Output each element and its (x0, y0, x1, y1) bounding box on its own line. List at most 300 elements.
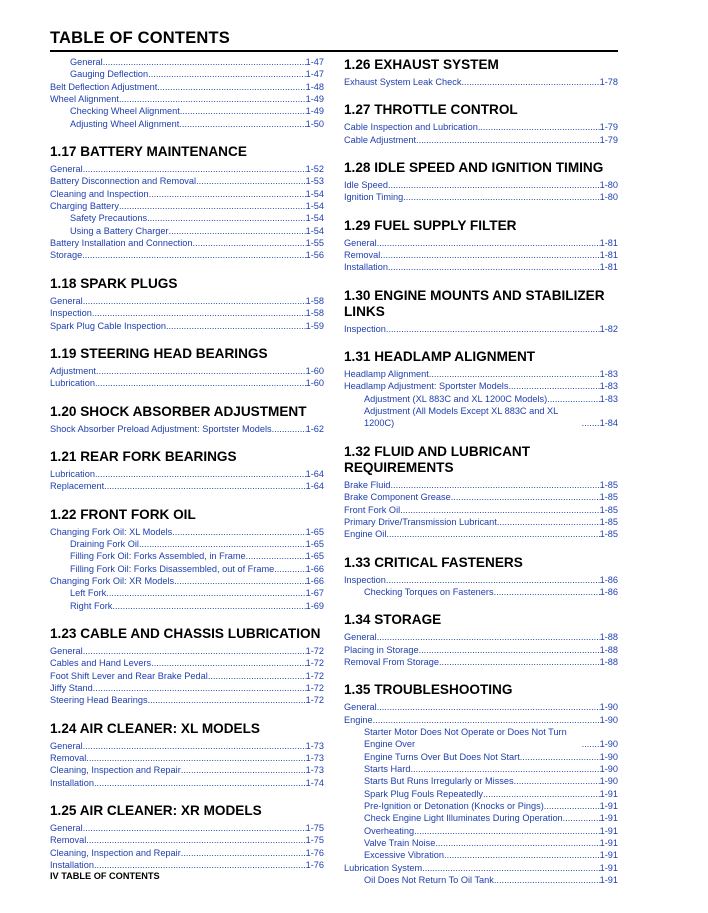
toc-entry-adjusting-wheel-alignment[interactable] (50, 118, 324, 130)
toc-section (50, 507, 324, 612)
toc-entry-engine-oil[interactable] (344, 528, 618, 540)
toc-entry-page: 1-50 (305, 118, 324, 129)
toc-entry-label: General (70, 57, 103, 67)
toc-entry-spark-plug-cable-inspection[interactable] (50, 320, 324, 332)
toc-entry-label: General (50, 295, 83, 306)
toc-entry-cable-adjustment[interactable] (344, 134, 618, 146)
toc-entry-page: 1-55 (305, 238, 324, 249)
toc-entry-label: Removal (344, 250, 381, 261)
dot-leader (429, 368, 600, 380)
dot-leader (416, 134, 600, 146)
toc-entry-page: 1-72 (305, 683, 324, 693)
toc-entry-label: Filling Fork Oil: Forks Disassembled, out of Frame (70, 563, 275, 574)
toc-entry-page: 1-91 (599, 850, 618, 861)
dot-leader (208, 670, 306, 682)
toc-entry-general[interactable] (50, 740, 324, 752)
toc-entry-installation[interactable] (50, 777, 324, 789)
toc-entry-engine[interactable] (344, 714, 618, 726)
toc-entry-page: 1-60 (305, 365, 324, 376)
dot-leader (95, 377, 306, 389)
dot-leader (106, 587, 305, 599)
toc-entry-starts-hard[interactable] (344, 763, 618, 775)
toc-entry-adjustment[interactable] (50, 365, 324, 377)
toc-entry-replacement[interactable] (50, 480, 324, 492)
toc-entry-page: 1-83 (599, 369, 618, 380)
toc-entry-page: 1-81 (599, 250, 618, 261)
toc-entry-headlamp-adjustment-sportster-models[interactable] (344, 380, 618, 392)
toc-section (344, 682, 618, 886)
dot-leader (272, 423, 306, 435)
toc-entry-page: 1-53 (305, 176, 324, 187)
toc-entry-filling-fork-oil-forks-disassembled-out-of-frame[interactable] (50, 563, 324, 575)
dot-leader (274, 563, 305, 575)
toc-entry-page: 1-90 (599, 702, 618, 713)
toc-entry-label: Removal From Storage (344, 656, 439, 667)
toc-entry-safety-precautions[interactable] (50, 212, 324, 224)
dot-leader (377, 631, 600, 643)
dot-leader (166, 320, 306, 332)
toc-entry-label: Lubrication System (344, 862, 423, 873)
toc-entry-draining-fork-oil[interactable] (50, 538, 324, 550)
dot-leader (94, 777, 306, 789)
dot-leader (410, 763, 599, 775)
toc-entry-check-engine-light-illuminates-during-operation[interactable] (344, 812, 618, 824)
toc-entry-label: Installation (344, 262, 388, 273)
toc-entry-page: 1-79 (599, 134, 618, 145)
toc-entry-page: 1-83 (599, 393, 618, 404)
dot-leader (483, 788, 600, 800)
toc-entry-label: General (344, 702, 377, 713)
toc-entry-page: 1-74 (305, 777, 324, 788)
section-heading: 1.23 CABLE AND CHASSIS LUBRICATION (50, 625, 321, 641)
toc-entry-page: 1-82 (599, 323, 618, 334)
toc-entry-page: 1-90 (599, 763, 618, 774)
toc-entry-page: 1-86 (599, 574, 618, 585)
toc-section (50, 404, 324, 435)
toc-entry-label: Pre-Ignition or Detonation (Knocks or Pings) (364, 801, 544, 811)
dot-leader (494, 874, 600, 886)
dot-leader (119, 93, 306, 105)
section-heading: 1.28 IDLE SPEED AND IGNITION TIMING (344, 160, 604, 176)
dot-leader (83, 645, 306, 657)
toc-entry-label: Headlamp Alignment (344, 369, 429, 380)
toc-entry-page: 1-64 (305, 468, 324, 479)
dot-leader (86, 834, 305, 846)
toc-entry-wheel-alignment[interactable] (50, 93, 324, 105)
dot-leader (86, 752, 305, 764)
toc-entry-page: 1-54 (305, 225, 324, 236)
section-heading: 1.26 EXHAUST SYSTEM (344, 57, 499, 72)
dot-leader (461, 76, 599, 88)
toc-entry-charging-battery[interactable] (50, 200, 324, 212)
toc-entry-label: Headlamp Adjustment: Sportster Models (344, 381, 509, 392)
toc-entry-page: 1-91 (599, 788, 618, 799)
toc-entry-page: 1-85 (599, 479, 618, 490)
toc-entry-page: 1-73 (305, 740, 324, 751)
toc-entry-page: 1-80 (599, 192, 618, 203)
toc-entry-page: 1-72 (305, 658, 324, 669)
toc-entry-general[interactable] (344, 631, 618, 643)
dot-leader (149, 188, 306, 200)
section-heading: 1.20 SHOCK ABSORBER ADJUSTMENT (50, 403, 307, 419)
dot-leader (181, 764, 306, 776)
toc-entry-page: 1-90 (599, 739, 618, 750)
toc-entry-page: 1-75 (305, 835, 324, 846)
dot-leader (514, 775, 600, 787)
toc-entry-general[interactable] (50, 56, 324, 68)
toc-entry-label: Safety Precautions (70, 213, 148, 224)
section-heading: 1.32 FLUID AND LUBRICANT REQUIREMENTS (344, 443, 531, 475)
toc-left-column (50, 56, 324, 871)
section-heading: 1.17 BATTERY MAINTENANCE (50, 144, 247, 160)
toc-entry-label: Front Fork Oil (344, 504, 401, 515)
toc-entry-label: Overheating (364, 825, 415, 836)
toc-entry-page: 1-91 (599, 801, 618, 811)
dot-leader (582, 738, 600, 750)
toc-entry-label: Shock Absorber Preload Adjustment: Sportster Models (50, 423, 272, 434)
toc-entry-spark-plug-fouls-repeatedly[interactable] (344, 788, 618, 800)
dot-leader (497, 516, 600, 528)
toc-entry-page: 1-72 (305, 670, 324, 681)
toc-entry-changing-fork-oil-xl-models[interactable] (50, 526, 324, 538)
toc-entry-page: 1-90 (599, 776, 618, 787)
toc-entry-label: Placing in Storage (344, 644, 419, 655)
toc-entry-label: Cables and Hand Levers (50, 658, 152, 669)
toc-entry-label: General (50, 823, 83, 834)
toc-entry-label: Draining Fork Oil (70, 538, 139, 549)
dot-leader (180, 105, 306, 117)
dot-leader (83, 822, 306, 834)
toc-section (50, 626, 324, 707)
dot-leader (386, 323, 600, 335)
toc-entry-inspection[interactable] (50, 307, 324, 319)
toc-entry-removal-from-storage[interactable] (344, 656, 618, 668)
toc-entry-gauging-deflection[interactable] (50, 68, 324, 80)
dot-leader (93, 682, 306, 694)
dot-leader (151, 657, 305, 669)
toc-entry-storage[interactable] (50, 249, 324, 261)
toc-entry-page: 1-81 (599, 237, 618, 248)
toc-entry-removal[interactable] (344, 249, 618, 261)
toc-entry-page: 1-86 (599, 586, 618, 597)
toc-entry-label: Adjustment (50, 365, 96, 376)
toc-entry-oil-does-not-return-to-oil-tank[interactable] (344, 874, 618, 886)
toc-entry-label: Inspection (344, 574, 386, 585)
toc-entry-label: Installation (50, 860, 94, 871)
dot-leader (478, 121, 600, 133)
toc-entry-primary-drive-transmission-lubricant[interactable] (344, 516, 618, 528)
toc-entry-general[interactable] (50, 822, 324, 834)
toc-entry-cable-inspection-and-lubrication[interactable] (344, 121, 618, 133)
toc-entry-label: Jiffy Stand (50, 683, 93, 693)
dot-leader (82, 249, 305, 261)
toc-entry-starter-motor-does-not-operate-or-does-not-turn-engine-over[interactable] (344, 726, 618, 751)
toc-entry-steering-head-bearings[interactable] (50, 694, 324, 706)
toc-entry-changing-fork-oil-xr-models[interactable] (50, 575, 324, 587)
toc-entry-page: 1-81 (599, 262, 618, 273)
toc-section (50, 803, 324, 871)
toc-entry-label: Gauging Deflection (70, 69, 149, 80)
toc-entry-label: Left Fork (70, 588, 107, 599)
toc-entry-label: Brake Fluid (344, 479, 391, 490)
toc-entry-page: 1-54 (305, 213, 324, 224)
toc-entry-page: 1-65 (305, 551, 324, 562)
dot-leader (119, 200, 306, 212)
toc-entry-page: 1-66 (305, 575, 324, 586)
toc-entry-label: Checking Torques on Fasteners (364, 586, 494, 597)
dot-leader (419, 644, 600, 656)
toc-section (50, 56, 324, 130)
toc-section (344, 218, 618, 274)
toc-entry-label: Valve Train Noise (364, 838, 436, 849)
toc-entry-lubrication[interactable] (50, 468, 324, 480)
toc-entry-excessive-vibration[interactable] (344, 849, 618, 861)
toc-entry-label: Engine Oil (344, 529, 387, 540)
dot-leader (380, 249, 599, 261)
toc-entry-page: 1-64 (305, 481, 324, 492)
toc-entry-ignition-timing[interactable] (344, 191, 618, 203)
toc-entry-label: Spark Plug Cable Inspection (50, 320, 166, 331)
title-rule (50, 50, 618, 52)
toc-entry-label: General (50, 740, 83, 751)
toc-entry-page: 1-90 (599, 751, 618, 762)
dot-leader (435, 837, 599, 849)
dot-leader (139, 538, 306, 550)
toc-entry-label: Starter Motor Does Not Operate or Does Not Turn Engine Over (364, 726, 567, 750)
page-footer: IV TABLE OF CONTENTS (50, 871, 160, 881)
toc-entry-removal[interactable] (50, 834, 324, 846)
toc-entry-page: 1-58 (305, 295, 324, 306)
dot-leader (193, 237, 306, 249)
toc-entry-label: Brake Component Grease (344, 492, 451, 503)
section-heading: 1.19 STEERING HEAD BEARINGS (50, 345, 268, 361)
toc-entry-page: 1-73 (305, 765, 324, 776)
toc-entry-inspection[interactable] (344, 574, 618, 586)
page-title: TABLE OF CONTENTS (50, 29, 231, 47)
toc-entry-left-fork[interactable] (50, 587, 324, 599)
toc-entry-page: 1-62 (305, 423, 324, 434)
toc-entry-inspection[interactable] (344, 323, 618, 335)
dot-leader (196, 175, 306, 187)
dot-leader (169, 225, 306, 237)
toc-entry-page: 1-79 (599, 122, 618, 133)
toc-entry-cleaning-inspection-and-repair[interactable] (50, 764, 324, 776)
toc-entry-label: Wheel Alignment (50, 94, 119, 105)
toc-entry-front-fork-oil[interactable] (344, 504, 618, 516)
toc-entry-page: 1-76 (305, 860, 324, 871)
toc-entry-page: 1-69 (305, 600, 324, 611)
toc-entry-label: Adjusting Wheel Alignment (70, 118, 180, 129)
dot-leader (112, 600, 305, 612)
toc-entry-installation[interactable] (50, 859, 324, 871)
toc-entry-label: Using a Battery Charger (70, 225, 169, 236)
dot-leader (95, 468, 306, 480)
dot-leader (422, 862, 599, 874)
toc-entry-brake-fluid[interactable] (344, 479, 618, 491)
dot-leader (544, 800, 600, 812)
toc-entry-label: Changing Fork Oil: XL Models (50, 526, 173, 537)
toc-entry-page: 1-48 (305, 81, 324, 92)
dot-leader (96, 365, 306, 377)
toc-entry-general[interactable] (344, 237, 618, 249)
toc-entry-label: Engine (344, 714, 373, 725)
toc-entry-pre-ignition-or-detonation-knocks-or-pings[interactable] (344, 800, 618, 812)
toc-entry-page: 1-49 (305, 94, 324, 105)
dot-leader (386, 574, 600, 586)
toc-entry-label: Charging Battery (50, 201, 119, 212)
toc-entry-cleaning-and-inspection[interactable] (50, 188, 324, 200)
toc-entry-page: 1-54 (305, 201, 324, 212)
toc-entry-label: Exhaust System Leak Check (344, 77, 462, 87)
toc-entry-general[interactable] (50, 295, 324, 307)
dot-leader (520, 751, 600, 763)
toc-entry-belt-deflection-adjustment[interactable] (50, 81, 324, 93)
toc-entry-general[interactable] (50, 163, 324, 175)
dot-leader (390, 479, 599, 491)
toc-entry-headlamp-alignment[interactable] (344, 368, 618, 380)
toc-entry-placing-in-storage[interactable] (344, 644, 618, 656)
dot-leader (388, 179, 600, 191)
toc-entry-valve-train-noise[interactable] (344, 837, 618, 849)
dot-leader (547, 393, 599, 405)
toc-entry-removal[interactable] (50, 752, 324, 764)
toc-entry-page: 1-88 (599, 632, 618, 643)
toc-entry-page: 1-91 (599, 825, 618, 836)
toc-entry-general[interactable] (344, 701, 618, 713)
dot-leader (83, 740, 306, 752)
toc-entry-page: 1-75 (305, 823, 324, 834)
toc-section (50, 346, 324, 390)
toc-entry-label: General (344, 632, 377, 643)
toc-entry-installation[interactable] (344, 261, 618, 273)
toc-entry-label: Cleaning, Inspection and Repair (50, 847, 181, 858)
toc-entry-adjustment-all-models-except-xl-883c-and-xl-1200c[interactable] (344, 405, 618, 430)
toc-entry-page: 1-59 (305, 320, 324, 331)
section-heading: 1.31 HEADLAMP ALIGNMENT (344, 349, 536, 365)
toc-entry-page: 1-47 (305, 57, 324, 67)
toc-entry-label: Engine Turns Over But Does Not Start (364, 751, 520, 762)
toc-entry-label: Battery Disconnection and Removal (50, 176, 197, 187)
toc-entry-label: Lubrication (50, 378, 95, 389)
dot-leader (83, 163, 306, 175)
section-heading: 1.18 SPARK PLUGS (50, 275, 178, 291)
toc-entry-page: 1-84 (599, 418, 618, 429)
dot-leader (92, 307, 306, 319)
toc-entry-label: Changing Fork Oil: XR Models (50, 575, 175, 586)
toc-entry-page: 1-83 (599, 381, 618, 392)
toc-entry-using-a-battery-charger[interactable] (50, 225, 324, 237)
toc-entry-page: 1-66 (305, 563, 324, 574)
toc-entry-battery-installation-and-connection[interactable] (50, 237, 324, 249)
toc-entry-label: Starts Hard (364, 763, 411, 774)
toc-entry-page: 1-90 (599, 714, 618, 725)
dot-leader (563, 812, 600, 824)
toc-entry-engine-turns-over-but-does-not-start[interactable] (344, 751, 618, 763)
toc-entry-label: Replacement (50, 481, 105, 492)
toc-entry-label: Lubrication (50, 468, 95, 479)
toc-entry-battery-disconnection-and-removal[interactable] (50, 175, 324, 187)
dot-leader (400, 504, 599, 516)
toc-entry-label: Storage (50, 250, 83, 261)
toc-entry-label: Removal (50, 835, 87, 846)
section-heading: 1.22 FRONT FORK OIL (50, 506, 196, 522)
toc-entry-page: 1-56 (305, 250, 324, 261)
dot-leader (377, 701, 600, 713)
toc-entry-general[interactable] (50, 645, 324, 657)
toc-entry-starts-but-runs-irregularly-or-misses[interactable] (344, 775, 618, 787)
toc-entry-label: Idle Speed (344, 180, 388, 191)
toc-entry-page: 1-85 (599, 504, 618, 515)
toc-entry-checking-wheel-alignment[interactable] (50, 105, 324, 117)
toc-entry-label: Starts But Runs Irregularly or Misses (364, 776, 514, 787)
dot-leader (582, 417, 600, 429)
toc-entry-right-fork[interactable] (50, 600, 324, 612)
toc-entry-page: 1-78 (599, 77, 618, 87)
toc-entry-label: Inspection (50, 308, 92, 319)
toc-entry-filling-fork-oil-forks-assembled-in-frame[interactable] (50, 550, 324, 562)
dot-leader (373, 714, 600, 726)
toc-entry-brake-component-grease[interactable] (344, 491, 618, 503)
section-heading: 1.29 FUEL SUPPLY FILTER (344, 217, 517, 233)
toc-section (344, 288, 618, 335)
toc-entry-overheating[interactable] (344, 825, 618, 837)
toc-entry-adjustment-xl-883c-and-xl-1200c-models[interactable] (344, 393, 618, 405)
toc-entry-page: 1-91 (599, 838, 618, 849)
toc-entry-jiffy-stand[interactable] (50, 682, 324, 694)
dot-leader (174, 575, 306, 587)
toc-entry-label: Adjustment (All Models Except XL 883C and XL 1200C) (364, 406, 558, 429)
dot-leader (179, 118, 305, 130)
dot-leader (104, 480, 305, 492)
toc-entry-page: 1-85 (599, 492, 618, 503)
toc-section (50, 144, 324, 262)
toc-entry-label: Cable Adjustment (344, 134, 417, 145)
dot-leader (148, 694, 306, 706)
toc-entry-label: Right Fork (70, 600, 113, 611)
toc-entry-foot-shift-lever-and-rear-brake-pedal[interactable] (50, 670, 324, 682)
toc-entry-page: 1-88 (599, 656, 618, 667)
toc-entry-label: Installation (50, 777, 94, 788)
section-heading: 1.35 TROUBLESHOOTING (344, 682, 513, 698)
toc-section (344, 57, 618, 88)
dot-leader (403, 191, 599, 203)
toc-entry-label: General (50, 645, 83, 656)
toc-entry-page: 1-80 (599, 180, 618, 191)
toc-entry-page: 1-76 (305, 847, 324, 858)
section-heading: 1.27 THROTTLE CONTROL (344, 102, 518, 118)
toc-entry-lubrication-system[interactable] (344, 862, 618, 874)
toc-entry-lubrication[interactable] (50, 377, 324, 389)
toc-entry-label: Cleaning, Inspection and Repair (50, 765, 181, 776)
toc-entry-exhaust-system-leak-check[interactable] (344, 76, 618, 88)
toc-entry-cables-and-hand-levers[interactable] (50, 657, 324, 669)
toc-entry-cleaning-inspection-and-repair[interactable] (50, 847, 324, 859)
dot-leader (386, 528, 599, 540)
toc-entry-checking-torques-on-fasteners[interactable] (344, 586, 618, 598)
section-heading: 1.30 ENGINE MOUNTS AND STABILIZER LINKS (344, 287, 605, 319)
dot-leader (388, 261, 600, 273)
dot-leader (444, 849, 600, 861)
toc-entry-shock-absorber-preload-adjustment-sportster-models[interactable] (50, 423, 324, 435)
dot-leader (414, 825, 600, 837)
dot-leader (439, 656, 600, 668)
toc-entry-page: 1-58 (305, 308, 324, 319)
section-heading: 1.25 AIR CLEANER: XR MODELS (50, 803, 262, 819)
dot-leader (83, 295, 306, 307)
dot-leader (377, 237, 600, 249)
toc-entry-page: 1-85 (599, 529, 618, 540)
toc-entry-idle-speed[interactable] (344, 179, 618, 191)
